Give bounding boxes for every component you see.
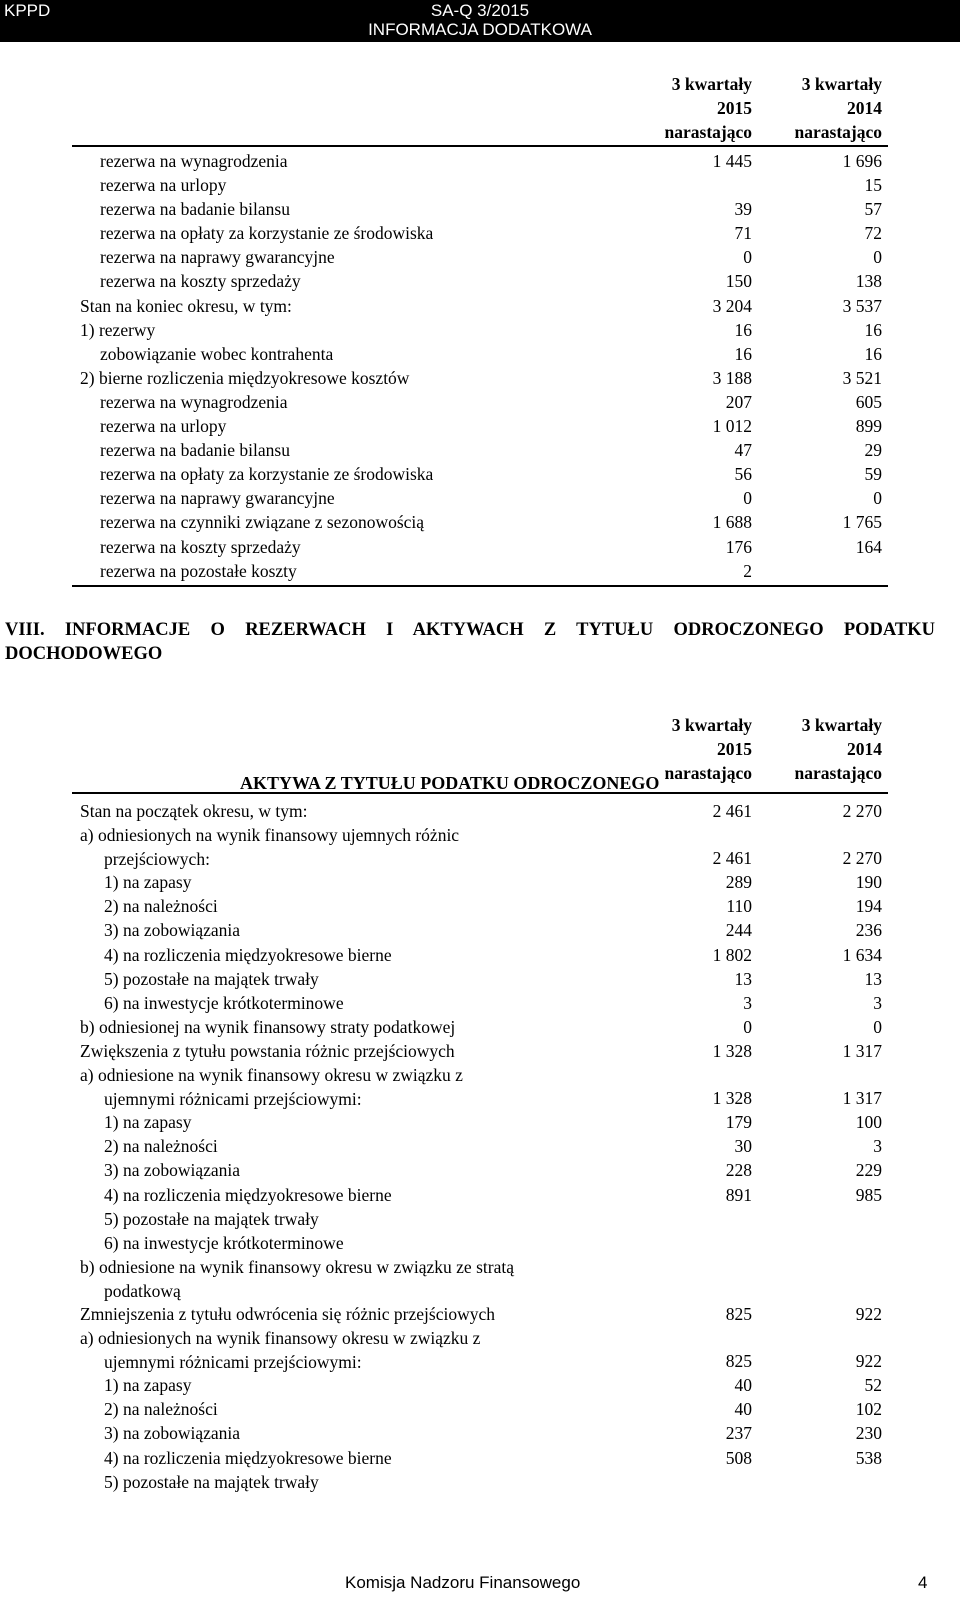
row-label bbox=[100, 245, 335, 269]
row-label bbox=[80, 318, 155, 342]
value-2014: 0 bbox=[873, 488, 882, 509]
row-label bbox=[104, 1110, 191, 1134]
row-label-text: 3) na zobowiązania bbox=[104, 1423, 241, 1444]
row-label-text: b) odniesionej na wynik finansowy straty podatkowej bbox=[80, 1016, 456, 1037]
row-label-text: 6) na inwestycje krótkoterminowe bbox=[104, 1232, 344, 1253]
value-2014: 57 bbox=[864, 199, 882, 220]
provisions-table-body bbox=[72, 149, 888, 583]
row-label bbox=[104, 943, 392, 967]
row-label-text: 6) na inwestycje krótkoterminowe bbox=[104, 992, 344, 1013]
row-label-text: 1) rezerwy bbox=[80, 319, 156, 340]
row-label-text: 4) na rozliczenia międzyokresowe bierne bbox=[104, 944, 392, 965]
table-row bbox=[72, 894, 888, 918]
row-label bbox=[100, 438, 290, 462]
value-2015: 3 188 bbox=[712, 367, 752, 388]
row-label-text: 3) na zobowiązania bbox=[104, 1160, 241, 1181]
table-row bbox=[72, 1134, 888, 1158]
value-2014: 3 537 bbox=[842, 295, 882, 316]
column-header-2014-line3: narastająco bbox=[794, 122, 882, 142]
value-2015: 825 bbox=[725, 1303, 752, 1324]
value-2015: 3 204 bbox=[712, 295, 752, 316]
value-2015: 289 bbox=[725, 872, 752, 893]
table-row bbox=[72, 149, 888, 173]
value-2015: 1 688 bbox=[712, 512, 752, 533]
table-row bbox=[72, 559, 888, 583]
value-2014: 29 bbox=[864, 440, 882, 461]
table-row bbox=[72, 1446, 888, 1470]
header-left-label: KPPD bbox=[4, 1, 51, 20]
row-label bbox=[80, 799, 307, 823]
table-row bbox=[72, 1039, 888, 1063]
row-label-text: rezerwa na pozostałe koszty bbox=[100, 560, 297, 581]
table-row bbox=[72, 366, 888, 390]
value-2015: 825 bbox=[725, 1351, 752, 1372]
table-row bbox=[72, 1231, 888, 1255]
table-row bbox=[72, 197, 888, 221]
row-label-text: rezerwa na badanie bilansu bbox=[100, 199, 290, 220]
row-label bbox=[100, 462, 433, 486]
row-label bbox=[80, 366, 409, 390]
value-2014: 59 bbox=[864, 464, 882, 485]
table-row bbox=[72, 1326, 888, 1373]
value-2014: 102 bbox=[855, 1399, 882, 1420]
table-row bbox=[72, 462, 888, 486]
row-label-text: 5) pozostałe na majątek trwały bbox=[104, 968, 319, 989]
value-2015: 40 bbox=[734, 1399, 752, 1420]
value-2015: 176 bbox=[725, 536, 752, 557]
row-label-text: 5) pozostałe na majątek trwały bbox=[104, 1208, 319, 1229]
row-label bbox=[80, 1255, 514, 1303]
row-label-text: b) odniesione na wynik finansowy okresu w związku ze stratą bbox=[80, 1256, 514, 1277]
deferred-tax-table-header bbox=[72, 713, 888, 794]
row-label bbox=[100, 269, 301, 293]
row-label-text: 1) na zapasy bbox=[104, 1112, 192, 1133]
table-row bbox=[72, 991, 888, 1015]
row-label bbox=[104, 1134, 218, 1158]
value-2015: 13 bbox=[734, 968, 752, 989]
table-row bbox=[72, 823, 888, 870]
row-label bbox=[100, 221, 433, 245]
row-label-continuation: przejściowych: bbox=[104, 849, 210, 870]
value-2015: 207 bbox=[725, 391, 752, 412]
value-2015: 508 bbox=[725, 1447, 752, 1468]
value-2015: 179 bbox=[725, 1112, 752, 1133]
value-2015: 228 bbox=[725, 1160, 752, 1181]
table-row bbox=[72, 967, 888, 991]
column-header-2014 bbox=[795, 713, 882, 785]
header-section-name: INFORMACJA DODATKOWA bbox=[368, 20, 592, 39]
row-label bbox=[80, 1039, 455, 1063]
value-2014: 1 634 bbox=[842, 944, 882, 965]
column-header-2015 bbox=[665, 713, 752, 785]
value-2015: 16 bbox=[734, 319, 752, 340]
row-label-text: rezerwa na wynagrodzenia bbox=[100, 151, 288, 171]
row-label-text: 3) na zobowiązania bbox=[104, 920, 241, 941]
value-2014: 138 bbox=[855, 271, 882, 292]
column-header-2015-line2: 2015 bbox=[717, 739, 752, 759]
row-label bbox=[104, 1207, 319, 1231]
value-2014: 2 270 bbox=[842, 801, 882, 821]
value-2015: 237 bbox=[725, 1423, 752, 1444]
value-2015: 2 461 bbox=[712, 848, 752, 869]
row-label-text: 2) na należności bbox=[104, 1136, 218, 1157]
row-label-text: 2) na należności bbox=[104, 896, 218, 917]
row-label-text: rezerwa na naprawy gwarancyjne bbox=[100, 488, 335, 509]
value-2014: 538 bbox=[855, 1447, 882, 1468]
value-2014: 922 bbox=[855, 1303, 882, 1324]
row-label bbox=[104, 1231, 344, 1255]
table-row bbox=[72, 799, 888, 823]
value-2015: 39 bbox=[734, 199, 752, 220]
header-report-code: SA-Q 3/2015 bbox=[430, 1, 530, 20]
table-row bbox=[72, 1158, 888, 1182]
value-2015: 56 bbox=[734, 464, 752, 485]
table-row bbox=[72, 918, 888, 942]
table-row bbox=[72, 535, 888, 559]
footer-text: Komisja Nadzoru Finansowego bbox=[345, 1573, 581, 1592]
table-row bbox=[72, 1015, 888, 1039]
value-2015: 16 bbox=[734, 343, 752, 364]
value-2014: 1 696 bbox=[842, 151, 882, 171]
row-label bbox=[104, 1158, 240, 1182]
row-label-text: 5) pozostałe na majątek trwały bbox=[104, 1471, 319, 1492]
row-label bbox=[100, 342, 333, 366]
table-row bbox=[72, 1397, 888, 1421]
value-2014: 190 bbox=[855, 872, 882, 893]
value-2015: 1 802 bbox=[712, 944, 752, 965]
value-2015: 30 bbox=[734, 1136, 752, 1157]
row-label bbox=[100, 510, 424, 534]
value-2014: 194 bbox=[855, 896, 882, 917]
table-row bbox=[72, 1302, 888, 1326]
row-label-text: rezerwa na urlopy bbox=[100, 416, 227, 437]
value-2014: 230 bbox=[855, 1423, 882, 1444]
table-row bbox=[72, 1207, 888, 1231]
value-2015: 0 bbox=[743, 488, 752, 509]
row-label bbox=[104, 1397, 218, 1421]
row-label bbox=[104, 1470, 319, 1494]
value-2014: 922 bbox=[855, 1351, 882, 1372]
column-header-2014-line1: 3 kwartały bbox=[801, 74, 882, 94]
value-2014: 100 bbox=[855, 1112, 882, 1133]
table-row bbox=[72, 1110, 888, 1134]
value-2015: 1 328 bbox=[712, 1088, 752, 1109]
row-label-text: Stan na koniec okresu, w tym: bbox=[80, 295, 292, 316]
value-2015: 1 445 bbox=[712, 151, 752, 171]
value-2014: 1 765 bbox=[842, 512, 882, 533]
table-row bbox=[72, 1470, 888, 1494]
row-label bbox=[100, 535, 301, 559]
row-label-text: a) odniesionych na wynik finansowy okresu w związku z bbox=[80, 1328, 481, 1349]
value-2014: 72 bbox=[864, 223, 882, 244]
row-label-text: 2) na należności bbox=[104, 1399, 218, 1420]
table-row bbox=[72, 1373, 888, 1397]
value-2015: 0 bbox=[743, 247, 752, 268]
table-row bbox=[72, 870, 888, 894]
row-label-text: rezerwa na urlopy bbox=[100, 175, 227, 196]
table-row bbox=[72, 245, 888, 269]
row-label-text: rezerwa na naprawy gwarancyjne bbox=[100, 247, 335, 268]
table-row bbox=[72, 269, 888, 293]
row-label-text: 1) na zapasy bbox=[104, 872, 192, 893]
row-label-text: 1) na zapasy bbox=[104, 1375, 192, 1396]
row-label-text: rezerwa na koszty sprzedaży bbox=[100, 536, 301, 557]
value-2015: 1 012 bbox=[712, 416, 752, 437]
provisions-table bbox=[72, 72, 888, 587]
row-label bbox=[104, 991, 344, 1015]
table-row bbox=[72, 1063, 888, 1110]
row-label bbox=[100, 197, 290, 221]
row-label bbox=[104, 1421, 240, 1445]
value-2014: 236 bbox=[855, 920, 882, 941]
column-header-2015-line3: narastająco bbox=[664, 763, 752, 783]
row-label-continuation: podatkową bbox=[104, 1280, 181, 1301]
deferred-tax-assets-table bbox=[72, 713, 888, 1494]
table-row bbox=[72, 1255, 888, 1302]
value-2014: 0 bbox=[873, 1016, 882, 1037]
column-header-2015-line3: narastająco bbox=[664, 122, 752, 142]
value-2015: 2 bbox=[743, 560, 752, 581]
row-label-text: 2) bierne rozliczenia międzyokresowe kosztów bbox=[80, 367, 410, 388]
column-header-2014 bbox=[795, 72, 882, 144]
deferred-tax-table-body bbox=[72, 799, 888, 1494]
table-row bbox=[72, 221, 888, 245]
value-2014: 605 bbox=[855, 391, 882, 412]
row-label-text: rezerwa na wynagrodzenia bbox=[100, 391, 288, 412]
table-row bbox=[72, 173, 888, 197]
row-label bbox=[100, 149, 288, 173]
table-row bbox=[72, 342, 888, 366]
column-header-2014-line2: 2014 bbox=[847, 98, 882, 118]
value-2014: 985 bbox=[855, 1184, 882, 1205]
row-label-text: rezerwa na badanie bilansu bbox=[100, 440, 290, 461]
row-label bbox=[104, 918, 240, 942]
table-row bbox=[72, 438, 888, 462]
value-2014: 0 bbox=[873, 247, 882, 268]
table-row bbox=[72, 318, 888, 342]
row-label-text: Zmniejszenia z tytułu odwrócenia się różnic przejściowych bbox=[80, 1303, 495, 1324]
section-title-continued: DOCHODOWEGO bbox=[5, 644, 163, 664]
column-header-2014-line1: 3 kwartały bbox=[801, 715, 882, 735]
column-header-2015 bbox=[665, 72, 752, 144]
provisions-table-header bbox=[72, 72, 888, 147]
row-label-text: Stan na początek okresu, w tym: bbox=[80, 801, 308, 821]
row-label bbox=[80, 294, 292, 318]
column-header-2014-line3: narastająco bbox=[794, 763, 882, 783]
table-row bbox=[72, 1183, 888, 1207]
value-2014: 229 bbox=[855, 1160, 882, 1181]
column-header-2014-line2: 2014 bbox=[847, 739, 882, 759]
value-2015: 891 bbox=[725, 1184, 752, 1205]
row-label-text: Zwiększenia z tytułu powstania różnic przejściowych bbox=[80, 1040, 455, 1061]
row-label bbox=[104, 1183, 392, 1207]
row-label bbox=[100, 390, 288, 414]
row-label-text: 4) na rozliczenia międzyokresowe bierne bbox=[104, 1447, 392, 1468]
row-label bbox=[80, 1302, 495, 1326]
row-label-continuation: ujemnymi różnicami przejściowymi: bbox=[104, 1089, 362, 1110]
value-2014: 164 bbox=[855, 536, 882, 557]
row-label bbox=[104, 894, 218, 918]
value-2014: 2 270 bbox=[842, 848, 882, 869]
row-label bbox=[104, 1446, 392, 1470]
value-2014: 899 bbox=[855, 416, 882, 437]
row-label bbox=[100, 559, 297, 583]
page-header-bar bbox=[0, 0, 960, 42]
column-header-2015-line2: 2015 bbox=[717, 98, 752, 118]
table-row bbox=[72, 390, 888, 414]
row-label-text: 4) na rozliczenia międzyokresowe bierne bbox=[104, 1184, 392, 1205]
value-2014: 1 317 bbox=[842, 1088, 882, 1109]
value-2014: 16 bbox=[864, 319, 882, 340]
row-label bbox=[80, 1326, 480, 1374]
table-row bbox=[72, 486, 888, 510]
row-label-text: rezerwa na czynniki związane z sezonowością bbox=[100, 512, 425, 533]
column-header-2015-line1: 3 kwartały bbox=[671, 74, 752, 94]
value-2015: 2 461 bbox=[712, 801, 752, 821]
value-2014: 15 bbox=[864, 175, 882, 196]
value-2015: 244 bbox=[725, 920, 752, 941]
row-label bbox=[100, 173, 226, 197]
column-header-2015-line1: 3 kwartały bbox=[671, 715, 752, 735]
value-2014: 52 bbox=[864, 1375, 882, 1396]
row-label-text: rezerwa na koszty sprzedaży bbox=[100, 271, 301, 292]
table-end-rule bbox=[72, 585, 888, 587]
row-label bbox=[80, 823, 459, 871]
row-label-text: a) odniesione na wynik finansowy okresu w związku z bbox=[80, 1065, 463, 1086]
row-label-text: rezerwa na opłaty za korzystanie ze środowiska bbox=[100, 464, 434, 485]
value-2014: 3 521 bbox=[842, 367, 882, 388]
value-2015: 1 328 bbox=[712, 1040, 752, 1061]
table-row bbox=[72, 1421, 888, 1445]
value-2015: 71 bbox=[734, 223, 752, 244]
value-2014: 13 bbox=[864, 968, 882, 989]
page-number: 4 bbox=[918, 1573, 928, 1592]
value-2014: 3 bbox=[873, 992, 882, 1013]
row-label bbox=[104, 870, 191, 894]
row-label bbox=[104, 1373, 191, 1397]
row-label-text: a) odniesionych na wynik finansowy ujemnych różnic bbox=[80, 825, 460, 846]
value-2015: 110 bbox=[726, 896, 752, 917]
value-2015: 3 bbox=[743, 992, 752, 1013]
value-2014: 3 bbox=[873, 1136, 882, 1157]
table-row bbox=[72, 294, 888, 318]
table-row bbox=[72, 414, 888, 438]
value-2014: 16 bbox=[864, 343, 882, 364]
section-title: VIII. INFORMACJE O REZERWACH I AKTYWACH Z TYTUŁU ODROCZONEGO PODATKU bbox=[5, 620, 935, 640]
row-label bbox=[100, 414, 226, 438]
value-2014: 1 317 bbox=[842, 1040, 882, 1061]
row-label-text: rezerwa na opłaty za korzystanie ze środowiska bbox=[100, 223, 434, 244]
row-label bbox=[100, 486, 335, 510]
row-label bbox=[80, 1015, 455, 1039]
row-label bbox=[104, 967, 319, 991]
table-row bbox=[72, 510, 888, 534]
value-2015: 40 bbox=[734, 1375, 752, 1396]
table-subtitle: AKTYWA Z TYTUŁU PODATKU ODROCZONEGO bbox=[240, 773, 660, 793]
value-2015: 47 bbox=[734, 440, 752, 461]
value-2015: 150 bbox=[725, 271, 752, 292]
row-label-continuation: ujemnymi różnicami przejściowymi: bbox=[104, 1352, 362, 1373]
value-2015: 0 bbox=[743, 1016, 752, 1037]
row-label-text: zobowiązanie wobec kontrahenta bbox=[100, 343, 334, 364]
row-label bbox=[80, 1063, 463, 1111]
table-row bbox=[72, 943, 888, 967]
